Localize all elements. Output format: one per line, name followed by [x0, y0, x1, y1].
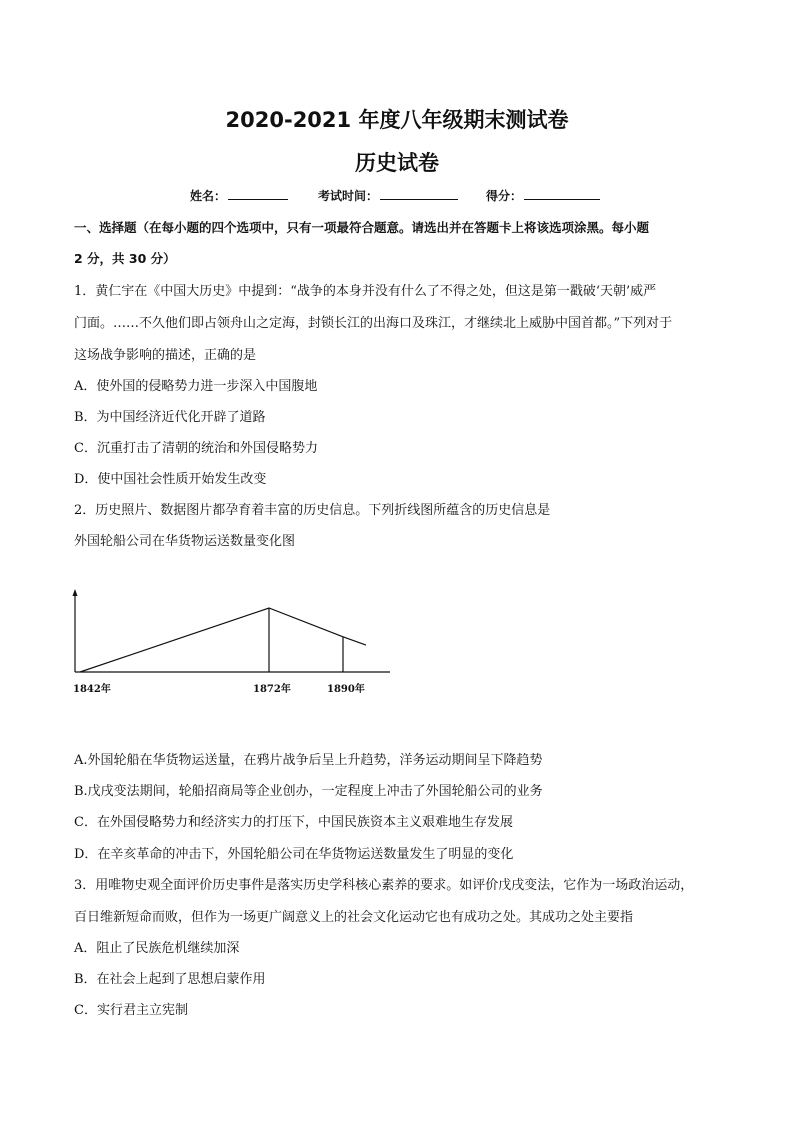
- q1-option-d: D．使中国社会性质开始发生改变: [74, 472, 267, 487]
- name-label: 姓名：: [190, 189, 227, 203]
- series-line: [80, 608, 366, 672]
- name-blank: [228, 187, 288, 200]
- page-title: 2020-2021 年度八年级期末测试卷: [225, 108, 569, 132]
- q1-option-c: C．沉重打击了清朝的统治和外国侵略势力: [74, 441, 318, 456]
- q3-stem-line2: 百日维新短命而败，但作为一场更广阔意义上的社会文化运动它也有成功之处。其成功之处主要指: [74, 910, 634, 925]
- name-field: [190, 187, 288, 204]
- page-subtitle: 历史试卷: [355, 151, 439, 175]
- score-label: 得分：: [486, 189, 523, 203]
- y-axis-arrow: [73, 589, 78, 596]
- q3-option-c: C．实行君主立宪制: [74, 1003, 188, 1018]
- q2-option-b: B.戊戌变法期间，轮船招商局等企业创办，一定程度上冲击了外国轮船公司的业务: [74, 784, 543, 799]
- score-field: [486, 187, 600, 204]
- q3-stem-line1: 3．用唯物史观全面评价历史事件是落实历史学科核心素养的要求。如评价戊戌变法，它作为一场政治运动，: [74, 878, 694, 893]
- score-blank: [524, 187, 600, 200]
- q2-option-a: A.外国轮船在华货物运送量，在鸦片战争后呈上升趋势，洋务运动期间呈下降趋势: [74, 753, 543, 768]
- tick-label-1872: 1872年: [253, 684, 291, 695]
- time-blank: [380, 187, 458, 200]
- q1-stem-line3: 这场战争影响的描述，正确的是: [74, 348, 257, 363]
- q2-option-d: D．在辛亥革命的冲击下，外国轮船公司在华货物运送数量发生了明显的变化: [74, 847, 514, 862]
- chart-title: 外国轮船公司在华货物运送数量变化图: [74, 534, 296, 549]
- q2-stem: 2．历史照片、数据图片都孕育着丰富的历史信息。下列折线图所蕴含的历史信息是: [74, 503, 551, 518]
- q1-stem-line2: 门面。……不久他们即占领舟山之定海，封锁长江的出海口及珠江，才继续北上威胁中国首都。”下列对于: [74, 316, 673, 331]
- q1-option-b: B．为中国经济近代化开辟了道路: [74, 410, 266, 425]
- q3-option-b: B．在社会上起到了思想启蒙作用: [74, 972, 266, 987]
- q1-option-a: A．使外国的侵略势力进一步深入中国腹地: [74, 379, 318, 394]
- q3-option-a: A．阻止了民族危机继续加深: [74, 941, 240, 956]
- time-field: [318, 187, 458, 204]
- tick-label-1890: 1890年: [327, 684, 365, 695]
- line-chart: [60, 588, 400, 700]
- q1-stem-line1: 1．黄仁宇在《中国大历史》中提到：“战争的本身并没有什么了不得之处，但这是第一戳破‘天朝’威严: [74, 284, 657, 299]
- section-heading-line1: 一、选择题（在每小题的四个选项中，只有一项最符合题意。请选出并在答题卡上将该选项涂黑。每小题: [74, 220, 650, 235]
- section-heading-line2: 2 分，共 30 分）: [74, 251, 176, 266]
- time-label: 考试时间：: [318, 189, 379, 203]
- tick-label-1842: 1842年: [73, 684, 111, 695]
- q2-option-c: C．在外国侵略势力和经济实力的打压下，中国民族资本主义艰难地生存发展: [74, 815, 513, 830]
